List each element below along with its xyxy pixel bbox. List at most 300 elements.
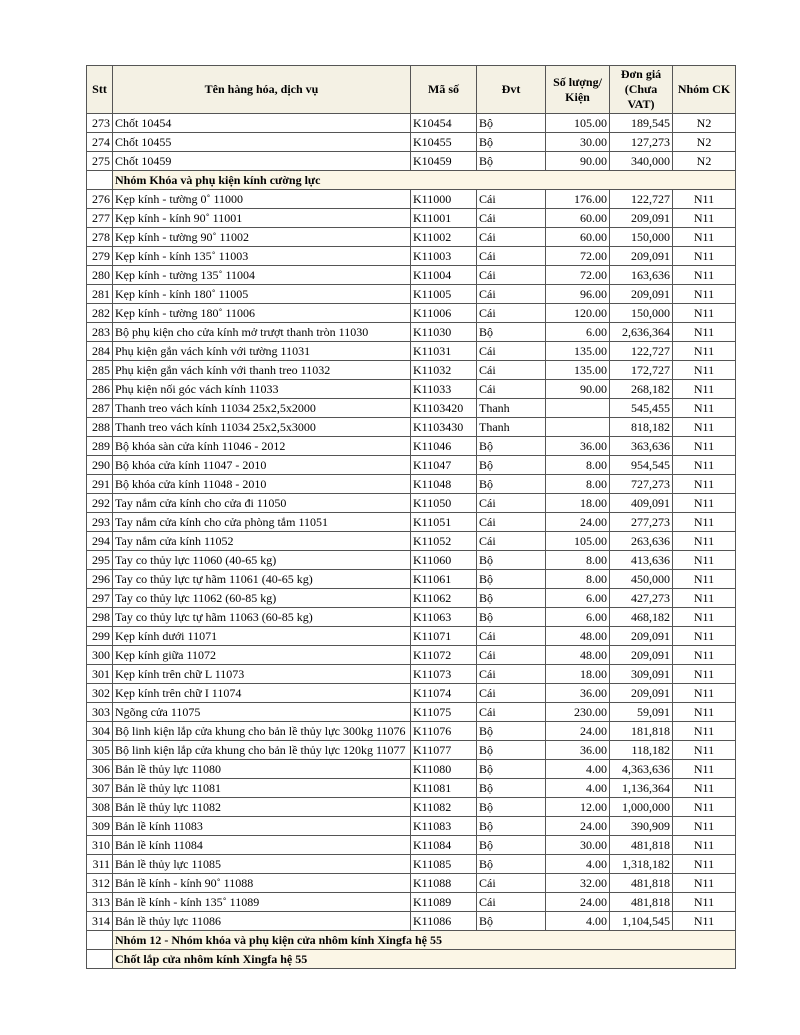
cell-price: 127,273	[610, 133, 673, 152]
cell-unit: Bộ	[477, 760, 546, 779]
group-heading-row	[87, 171, 736, 190]
cell-group: N11	[673, 798, 736, 817]
cell-stt: 283	[87, 323, 113, 342]
cell-code: K11060	[411, 551, 477, 570]
table-row	[87, 893, 736, 912]
cell-group: N11	[673, 361, 736, 380]
cell-group: N11	[673, 342, 736, 361]
cell-code: K11080	[411, 760, 477, 779]
cell-stt: 295	[87, 551, 113, 570]
cell-group: N11	[673, 836, 736, 855]
table-row	[87, 342, 736, 361]
cell-code: K11062	[411, 589, 477, 608]
cell-code: K11046	[411, 437, 477, 456]
cell-price: 427,273	[610, 589, 673, 608]
cell-qty: 72.00	[546, 266, 610, 285]
table-row	[87, 152, 736, 171]
cell-qty: 8.00	[546, 475, 610, 494]
cell-group: N11	[673, 874, 736, 893]
cell-code: K1103420	[411, 399, 477, 418]
cell-group: N11	[673, 418, 736, 437]
group-heading: Nhóm 12 - Nhóm khóa và phụ kiện cửa nhôm kính Xingfa hệ 55	[113, 931, 736, 950]
cell-name: Kẹp kính - tường 90˚ 11002	[113, 228, 411, 247]
cell-name: Bản lề thủy lực 11086	[113, 912, 411, 931]
cell-qty: 30.00	[546, 836, 610, 855]
cell-name: Thanh treo vách kính 11034 25x2,5x2000	[113, 399, 411, 418]
cell-unit: Cái	[477, 874, 546, 893]
header-price: Đơn giá (Chưa VAT)	[610, 66, 673, 114]
cell-group: N11	[673, 209, 736, 228]
cell-name: Kẹp kính - kính 135˚ 11003	[113, 247, 411, 266]
cell-code: K11074	[411, 684, 477, 703]
table-row	[87, 228, 736, 247]
cell-code: K11003	[411, 247, 477, 266]
table-row	[87, 513, 736, 532]
cell-group: N11	[673, 513, 736, 532]
table-row	[87, 475, 736, 494]
cell-code: K10459	[411, 152, 477, 171]
cell-unit: Bộ	[477, 836, 546, 855]
cell-code: K11077	[411, 741, 477, 760]
cell-qty: 105.00	[546, 532, 610, 551]
cell-unit: Cái	[477, 190, 546, 209]
cell-price: 545,455	[610, 399, 673, 418]
cell-group: N11	[673, 570, 736, 589]
cell-stt: 299	[87, 627, 113, 646]
table-row	[87, 133, 736, 152]
cell-unit: Cái	[477, 646, 546, 665]
cell-group: N11	[673, 304, 736, 323]
cell-code: K11061	[411, 570, 477, 589]
cell-group: N11	[673, 190, 736, 209]
table-row	[87, 855, 736, 874]
cell-name: Bộ khóa sàn cửa kính 11046 - 2012	[113, 437, 411, 456]
cell-name: Bản lề thủy lực 11081	[113, 779, 411, 798]
cell-price: 450,000	[610, 570, 673, 589]
header-unit: Đvt	[477, 66, 546, 114]
cell-name: Tay nắm cửa kính 11052	[113, 532, 411, 551]
cell-code: K11076	[411, 722, 477, 741]
cell-group: N11	[673, 380, 736, 399]
cell-code: K11075	[411, 703, 477, 722]
table-row	[87, 209, 736, 228]
cell-price: 268,182	[610, 380, 673, 399]
cell-price: 409,091	[610, 494, 673, 513]
cell-unit: Bộ	[477, 456, 546, 475]
cell-name: Tay co thủy lực tự hãm 11063 (60-85 kg)	[113, 608, 411, 627]
header-code: Mã số	[411, 66, 477, 114]
cell-group: N11	[673, 855, 736, 874]
table-row	[87, 684, 736, 703]
cell-qty: 48.00	[546, 627, 610, 646]
cell-stt: 277	[87, 209, 113, 228]
cell-unit: Cái	[477, 513, 546, 532]
cell-qty: 24.00	[546, 722, 610, 741]
cell-code: K11082	[411, 798, 477, 817]
cell-name: Tay co thủy lực 11062 (60-85 kg)	[113, 589, 411, 608]
cell-unit: Thanh	[477, 399, 546, 418]
cell-qty: 96.00	[546, 285, 610, 304]
cell-stt: 294	[87, 532, 113, 551]
cell-name: Bản lề kính - kính 135˚ 11089	[113, 893, 411, 912]
table-body	[87, 114, 736, 969]
cell-price: 309,091	[610, 665, 673, 684]
cell-price: 413,636	[610, 551, 673, 570]
cell-name: Phụ kiện gắn vách kính với thanh treo 11032	[113, 361, 411, 380]
cell-qty: 4.00	[546, 912, 610, 931]
cell-unit: Cái	[477, 893, 546, 912]
cell-name: Kẹp kính - tường 180˚ 11006	[113, 304, 411, 323]
cell-code: K11030	[411, 323, 477, 342]
cell-unit: Bộ	[477, 133, 546, 152]
cell-stt: 292	[87, 494, 113, 513]
cell-qty: 24.00	[546, 513, 610, 532]
cell-unit: Bộ	[477, 475, 546, 494]
table-row	[87, 304, 736, 323]
cell-stt: 302	[87, 684, 113, 703]
cell-stt: 278	[87, 228, 113, 247]
cell-group: N11	[673, 817, 736, 836]
cell-price: 340,000	[610, 152, 673, 171]
cell-code: K11005	[411, 285, 477, 304]
cell-qty	[546, 399, 610, 418]
cell-stt: 282	[87, 304, 113, 323]
cell-unit: Bộ	[477, 608, 546, 627]
price-table	[86, 65, 736, 969]
cell-name: Tay co thủy lực 11060 (40-65 kg)	[113, 551, 411, 570]
group-heading: Nhóm Khóa và phụ kiện kính cường lực	[113, 171, 736, 190]
cell-qty: 6.00	[546, 323, 610, 342]
cell-stt: 298	[87, 608, 113, 627]
cell-stt: 287	[87, 399, 113, 418]
header-stt: Stt	[87, 66, 113, 114]
cell-name: Bản lề kính - kính 90˚ 11088	[113, 874, 411, 893]
cell-unit: Cái	[477, 342, 546, 361]
cell-code: K11000	[411, 190, 477, 209]
table-row	[87, 380, 736, 399]
cell-name: Phụ kiện nối góc vách kính 11033	[113, 380, 411, 399]
cell-price: 263,636	[610, 532, 673, 551]
table-row	[87, 703, 736, 722]
cell-name: Kẹp kính - tường 135˚ 11004	[113, 266, 411, 285]
cell-qty: 24.00	[546, 893, 610, 912]
cell-group: N11	[673, 722, 736, 741]
cell-code: K11083	[411, 817, 477, 836]
cell-code: K11051	[411, 513, 477, 532]
cell-code: K11071	[411, 627, 477, 646]
cell-code: K10455	[411, 133, 477, 152]
cell-price: 209,091	[610, 209, 673, 228]
cell-group: N11	[673, 741, 736, 760]
cell-stt: 301	[87, 665, 113, 684]
cell-qty: 60.00	[546, 228, 610, 247]
table-row	[87, 646, 736, 665]
cell-price: 818,182	[610, 418, 673, 437]
cell-group: N11	[673, 437, 736, 456]
cell-name: Bản lề kính 11083	[113, 817, 411, 836]
cell-code: K11032	[411, 361, 477, 380]
table-row	[87, 627, 736, 646]
table-row	[87, 817, 736, 836]
cell-stt: 290	[87, 456, 113, 475]
cell-unit: Cái	[477, 627, 546, 646]
cell-price: 2,636,364	[610, 323, 673, 342]
cell-unit: Bộ	[477, 722, 546, 741]
cell-group: N2	[673, 114, 736, 133]
cell-qty: 24.00	[546, 817, 610, 836]
cell-code: K11002	[411, 228, 477, 247]
cell-price: 209,091	[610, 627, 673, 646]
cell-name: Kẹp kính dưới 11071	[113, 627, 411, 646]
cell-stt	[87, 171, 113, 190]
cell-code: K11088	[411, 874, 477, 893]
cell-code: K11089	[411, 893, 477, 912]
cell-stt: 304	[87, 722, 113, 741]
cell-price: 468,182	[610, 608, 673, 627]
cell-group: N2	[673, 152, 736, 171]
cell-group: N11	[673, 475, 736, 494]
table-row	[87, 836, 736, 855]
cell-code: K11085	[411, 855, 477, 874]
cell-stt: 303	[87, 703, 113, 722]
cell-price: 209,091	[610, 285, 673, 304]
cell-code: K11031	[411, 342, 477, 361]
cell-code: K11047	[411, 456, 477, 475]
cell-group: N11	[673, 456, 736, 475]
cell-name: Bộ khóa cửa kính 11048 - 2010	[113, 475, 411, 494]
cell-price: 209,091	[610, 247, 673, 266]
cell-name: Phụ kiện gắn vách kính với tường 11031	[113, 342, 411, 361]
cell-stt: 288	[87, 418, 113, 437]
cell-stt: 289	[87, 437, 113, 456]
cell-unit: Cái	[477, 304, 546, 323]
cell-stt: 310	[87, 836, 113, 855]
cell-price: 481,818	[610, 836, 673, 855]
cell-name: Chốt 10459	[113, 152, 411, 171]
cell-qty: 4.00	[546, 779, 610, 798]
cell-group: N11	[673, 627, 736, 646]
cell-qty: 18.00	[546, 494, 610, 513]
cell-group: N11	[673, 399, 736, 418]
cell-unit: Cái	[477, 228, 546, 247]
cell-name: Kẹp kính giữa 11072	[113, 646, 411, 665]
table-row	[87, 722, 736, 741]
cell-unit: Bộ	[477, 798, 546, 817]
table-row	[87, 608, 736, 627]
cell-stt: 309	[87, 817, 113, 836]
cell-code: K11073	[411, 665, 477, 684]
cell-code: K11048	[411, 475, 477, 494]
cell-stt: 276	[87, 190, 113, 209]
cell-unit: Cái	[477, 361, 546, 380]
group-heading-row	[87, 950, 736, 969]
group-heading-row	[87, 931, 736, 950]
cell-name: Kẹp kính - tường 0˚ 11000	[113, 190, 411, 209]
header-group: Nhóm CK	[673, 66, 736, 114]
cell-code: K11004	[411, 266, 477, 285]
cell-qty: 4.00	[546, 760, 610, 779]
cell-unit: Cái	[477, 247, 546, 266]
cell-price: 277,273	[610, 513, 673, 532]
cell-stt: 296	[87, 570, 113, 589]
cell-qty: 48.00	[546, 646, 610, 665]
cell-price: 363,636	[610, 437, 673, 456]
cell-unit: Cái	[477, 209, 546, 228]
cell-stt: 312	[87, 874, 113, 893]
cell-group: N11	[673, 494, 736, 513]
cell-qty: 176.00	[546, 190, 610, 209]
cell-unit: Bộ	[477, 570, 546, 589]
cell-stt: 286	[87, 380, 113, 399]
cell-qty: 8.00	[546, 551, 610, 570]
table-row	[87, 760, 736, 779]
table-row	[87, 247, 736, 266]
cell-stt: 284	[87, 342, 113, 361]
cell-stt: 293	[87, 513, 113, 532]
cell-stt: 273	[87, 114, 113, 133]
cell-stt: 285	[87, 361, 113, 380]
cell-price: 481,818	[610, 874, 673, 893]
cell-price: 481,818	[610, 893, 673, 912]
cell-price: 118,182	[610, 741, 673, 760]
cell-price: 189,545	[610, 114, 673, 133]
cell-group: N11	[673, 760, 736, 779]
cell-price: 1,104,545	[610, 912, 673, 931]
cell-group: N11	[673, 532, 736, 551]
cell-qty: 18.00	[546, 665, 610, 684]
cell-code: K11063	[411, 608, 477, 627]
cell-name: Ngõng cửa 11075	[113, 703, 411, 722]
cell-qty: 36.00	[546, 741, 610, 760]
cell-name: Kẹp kính trên chữ L 11073	[113, 665, 411, 684]
cell-stt: 313	[87, 893, 113, 912]
table-row	[87, 779, 736, 798]
cell-group: N11	[673, 912, 736, 931]
cell-stt	[87, 950, 113, 969]
cell-price: 1,000,000	[610, 798, 673, 817]
cell-price: 727,273	[610, 475, 673, 494]
cell-price: 122,727	[610, 190, 673, 209]
cell-stt: 306	[87, 760, 113, 779]
cell-stt: 308	[87, 798, 113, 817]
cell-unit: Bộ	[477, 817, 546, 836]
cell-qty: 135.00	[546, 361, 610, 380]
cell-name: Chốt 10455	[113, 133, 411, 152]
table-row	[87, 570, 736, 589]
cell-name: Kẹp kính - kính 90˚ 11001	[113, 209, 411, 228]
cell-code: K11086	[411, 912, 477, 931]
cell-stt	[87, 931, 113, 950]
cell-qty: 32.00	[546, 874, 610, 893]
cell-group: N11	[673, 266, 736, 285]
cell-unit: Thanh	[477, 418, 546, 437]
group-heading: Chốt lắp cửa nhôm kính Xingfa hệ 55	[113, 950, 736, 969]
cell-price: 150,000	[610, 228, 673, 247]
cell-qty: 90.00	[546, 152, 610, 171]
cell-group: N11	[673, 285, 736, 304]
cell-unit: Cái	[477, 494, 546, 513]
cell-name: Bộ linh kiện lắp cửa khung cho bản lề thủy lực 300kg 11076	[113, 722, 411, 741]
cell-name: Tay nắm cửa kính cho cửa đi 11050	[113, 494, 411, 513]
cell-group: N11	[673, 228, 736, 247]
cell-price: 172,727	[610, 361, 673, 380]
cell-price: 1,318,182	[610, 855, 673, 874]
cell-qty: 36.00	[546, 684, 610, 703]
cell-name: Bản lề thủy lực 11085	[113, 855, 411, 874]
cell-stt: 279	[87, 247, 113, 266]
cell-name: Thanh treo vách kính 11034 25x2,5x3000	[113, 418, 411, 437]
cell-qty: 60.00	[546, 209, 610, 228]
cell-unit: Bộ	[477, 589, 546, 608]
cell-stt: 291	[87, 475, 113, 494]
cell-stt: 314	[87, 912, 113, 931]
cell-qty	[546, 418, 610, 437]
table-row	[87, 551, 736, 570]
cell-group: N11	[673, 323, 736, 342]
cell-price: 181,818	[610, 722, 673, 741]
cell-group: N11	[673, 779, 736, 798]
cell-qty: 36.00	[546, 437, 610, 456]
cell-name: Tay co thủy lực tự hãm 11061 (40-65 kg)	[113, 570, 411, 589]
cell-unit: Bộ	[477, 779, 546, 798]
cell-price: 122,727	[610, 342, 673, 361]
cell-name: Bộ khóa cửa kính 11047 - 2010	[113, 456, 411, 475]
table-row	[87, 266, 736, 285]
header-row	[87, 66, 736, 114]
cell-qty: 230.00	[546, 703, 610, 722]
cell-group: N11	[673, 684, 736, 703]
cell-unit: Bộ	[477, 152, 546, 171]
cell-price: 59,091	[610, 703, 673, 722]
cell-price: 390,909	[610, 817, 673, 836]
cell-stt: 280	[87, 266, 113, 285]
cell-unit: Cái	[477, 684, 546, 703]
cell-qty: 72.00	[546, 247, 610, 266]
cell-price: 1,136,364	[610, 779, 673, 798]
table-row	[87, 361, 736, 380]
cell-price: 209,091	[610, 646, 673, 665]
table-row	[87, 399, 736, 418]
cell-qty: 6.00	[546, 608, 610, 627]
cell-name: Bộ linh kiện lắp cửa khung cho bản lề thủy lực 120kg 11077	[113, 741, 411, 760]
table-row	[87, 190, 736, 209]
cell-group: N11	[673, 893, 736, 912]
header-name: Tên hàng hóa, dịch vụ	[113, 66, 411, 114]
table-row	[87, 323, 736, 342]
cell-name: Tay nắm cửa kính cho cửa phòng tắm 11051	[113, 513, 411, 532]
cell-group: N11	[673, 703, 736, 722]
cell-group: N11	[673, 551, 736, 570]
cell-name: Bộ phụ kiện cho cửa kính mở trượt thanh tròn 11030	[113, 323, 411, 342]
cell-name: Bản lề thủy lực 11082	[113, 798, 411, 817]
cell-qty: 120.00	[546, 304, 610, 323]
cell-price: 4,363,636	[610, 760, 673, 779]
cell-qty: 105.00	[546, 114, 610, 133]
header-qty: Số lượng/ Kiện	[546, 66, 610, 114]
cell-code: K11052	[411, 532, 477, 551]
table-row	[87, 798, 736, 817]
cell-name: Chốt 10454	[113, 114, 411, 133]
cell-qty: 90.00	[546, 380, 610, 399]
cell-unit: Bộ	[477, 551, 546, 570]
cell-unit: Cái	[477, 266, 546, 285]
cell-stt: 275	[87, 152, 113, 171]
cell-code: K11072	[411, 646, 477, 665]
cell-stt: 297	[87, 589, 113, 608]
cell-group: N11	[673, 589, 736, 608]
table-row	[87, 285, 736, 304]
cell-stt: 281	[87, 285, 113, 304]
